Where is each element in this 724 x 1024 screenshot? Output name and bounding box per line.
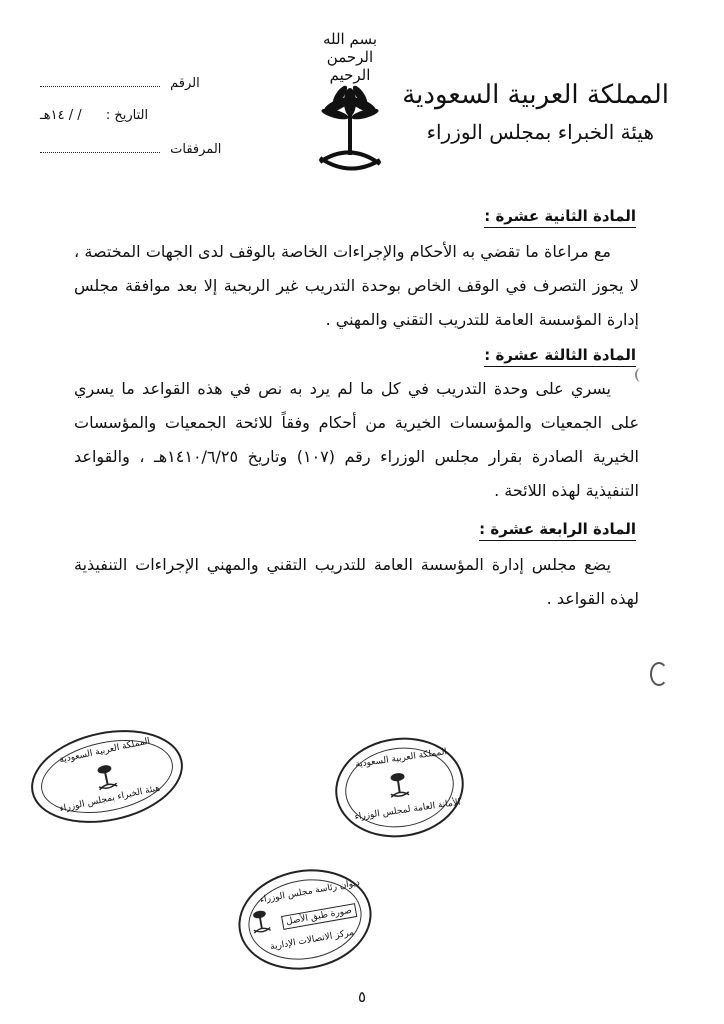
article-14-text: يضع مجلس إدارة المؤسسة العامة للتدريب التقني والمهني الإجراءات التنفيذية لهذه القواعد . [74,555,639,608]
stamp-top-text: ديوان رئاسة مجلس الوزراء [259,878,361,906]
reference-field [40,76,200,91]
stamp-bottom-text: الأمانة العامة لمجلس الوزراء [354,797,462,823]
council-title: هيئة الخبراء بمجلس الوزراء [426,120,654,144]
stamp-middle-text: صورة طبق الأصل [281,903,357,930]
kingdom-title: المملكة العربية السعودية [402,80,669,110]
stamp-bottom-text: مركز الاتصالات الإدارية [269,927,355,953]
reference-blank [40,76,160,87]
attachments-field [40,142,221,157]
saudi-emblem-icon [315,80,385,185]
saudi-emblem-icon [385,769,413,802]
attachments-label: المرفقات [170,142,222,157]
article-12-text: مع مراعاة ما تقضي به الأحكام والإجراءات الخاصة بالوقف لدى الجهات المختصة ، لا يجوز التصرف في الوقف الخاص بوحدة التدريب غير الربحية إلا بعد موافقة مجلس إدارة المؤسسة العامة للتدريب التقني والمهني . [74,242,639,329]
true-copy-stamp [230,859,379,980]
reference-label: الرقم [170,76,200,91]
council-experts-stamp [22,717,191,836]
date-field [40,108,148,123]
article-14-heading: المادة الرابعة عشرة : [479,520,636,538]
saudi-emblem-icon [247,906,274,937]
stamp-top-text: المملكة العربية السعودية [58,736,152,766]
attachments-blank [40,142,160,153]
article-13-text: يسري على وحدة التدريب في كل ما لم يرد به نص في هذه القواعد ما يسري على الجمعيات والمؤسسات الخيرية من أحكام وفقاً للائحة الجمعيات والمؤسسات الخيرية الصادرة بقرار مجلس الوزراء رقم (١٠٧) وتاريخ ١٤١٠/٦/٢٥هـ ، والقواعد التنفيذية لهذه اللائحة . [74,379,639,500]
stamp-top-text: المملكة العربية السعودية [354,747,448,770]
article-12-heading: المادة الثانية عشرة : [484,207,636,225]
date-value: / / ١٤هـ [40,108,82,123]
date-label: التاريخ : [105,108,149,123]
article-13-heading: المادة الثالثة عشرة : [484,346,636,364]
page-number: ٥ [357,988,367,1006]
general-secretariat-stamp [329,730,471,846]
punch-hole-mark [635,368,647,382]
basmala: بسم الله الرحمن الرحيم [322,30,378,84]
punch-hole-mark [650,662,668,686]
stamp-bottom-text: هيئة الخبراء بمجلس الوزراء [58,783,161,815]
